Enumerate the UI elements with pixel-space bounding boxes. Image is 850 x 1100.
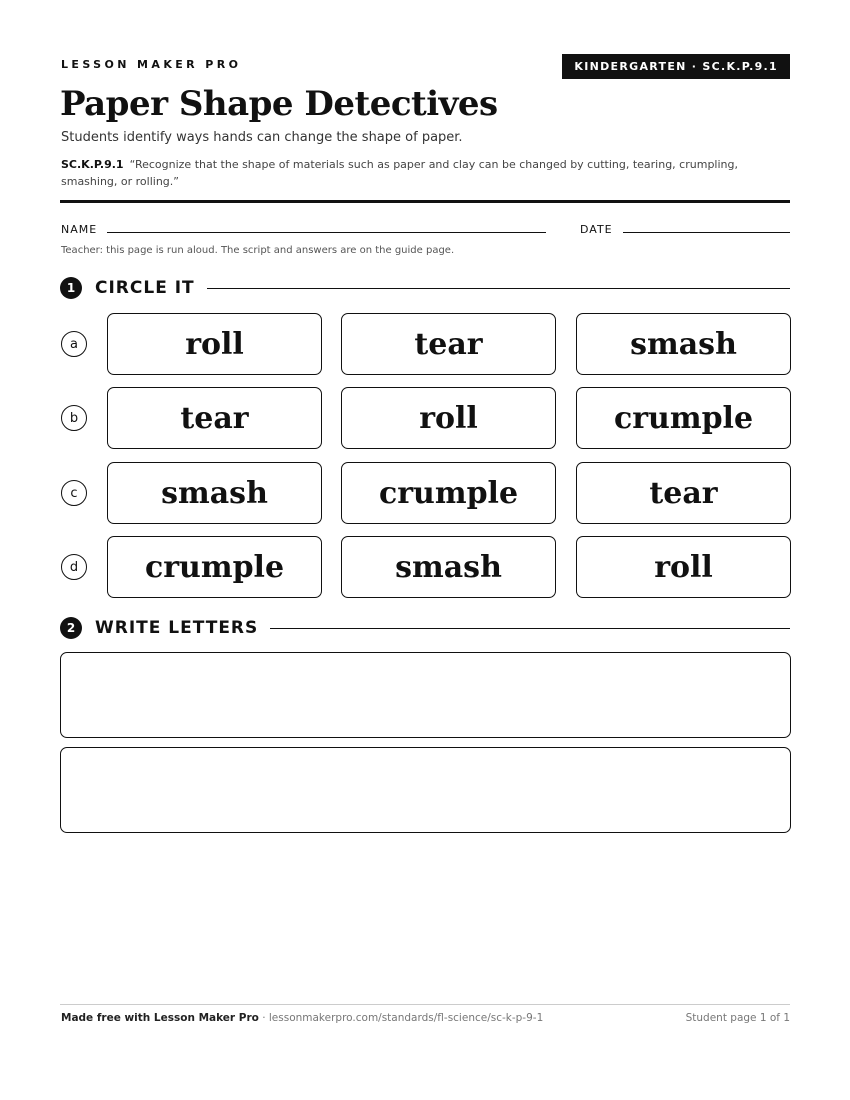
- section-divider: [270, 628, 790, 629]
- row-letter-c: c: [61, 480, 87, 506]
- word-choice[interactable]: tear: [576, 462, 791, 524]
- brand-name: LESSON MAKER PRO: [61, 58, 242, 71]
- section-write-letters-header: [60, 617, 790, 639]
- section-circle-it-header: [60, 277, 790, 299]
- row-letter-d: d: [61, 554, 87, 580]
- name-field[interactable]: [107, 232, 546, 233]
- section-title: WRITE LETTERS: [95, 618, 259, 638]
- footer-made-with: Made free with Lesson Maker Pro: [61, 1012, 259, 1024]
- word-choice[interactable]: roll: [576, 536, 791, 598]
- standard-text: “Recognize that the shape of materials such as paper and clay can be changed by cutting, tearing, crumpling, smashing, or rolling.”: [61, 158, 738, 188]
- footer-page-number: Student page 1 of 1: [685, 1012, 790, 1024]
- word-choice[interactable]: crumple: [107, 536, 322, 598]
- footer-credit: [61, 1012, 543, 1024]
- section-number-badge: 2: [60, 617, 82, 639]
- word-choice[interactable]: tear: [341, 313, 556, 375]
- word-choice[interactable]: crumple: [341, 462, 556, 524]
- section-number-badge: 1: [60, 277, 82, 299]
- word-choice[interactable]: roll: [341, 387, 556, 449]
- word-choice[interactable]: tear: [107, 387, 322, 449]
- footer-url[interactable]: lessonmakerpro.com/standards/fl-science/sc-k-p-9-1: [268, 1012, 544, 1024]
- worksheet-title: Paper Shape Detectives: [60, 84, 498, 124]
- worksheet-subtitle: Students identify ways hands can change the shape of paper.: [61, 130, 463, 145]
- name-label: NAME: [61, 223, 98, 236]
- letter-writing-box[interactable]: [60, 652, 791, 738]
- word-choice[interactable]: crumple: [576, 387, 791, 449]
- row-letter-a: a: [61, 331, 87, 357]
- letter-writing-box[interactable]: [60, 747, 791, 833]
- word-choice[interactable]: smash: [341, 536, 556, 598]
- word-choice[interactable]: smash: [576, 313, 791, 375]
- footer-separator: ·: [258, 1012, 269, 1024]
- footer-divider: [60, 1004, 790, 1005]
- header-divider: [60, 200, 790, 203]
- date-label: DATE: [580, 223, 613, 236]
- row-letter-b: b: [61, 405, 87, 431]
- section-divider: [207, 288, 790, 289]
- word-choice[interactable]: smash: [107, 462, 322, 524]
- date-field[interactable]: [623, 232, 790, 233]
- word-choice[interactable]: roll: [107, 313, 322, 375]
- teacher-note: Teacher: this page is run aloud. The script and answers are on the guide page.: [61, 245, 455, 256]
- standard-code: SC.K.P.9.1: [61, 158, 124, 171]
- grade-standard-badge: KINDERGARTEN · SC.K.P.9.1: [562, 54, 790, 79]
- standard-statement: [61, 156, 791, 190]
- section-title: CIRCLE IT: [95, 278, 195, 298]
